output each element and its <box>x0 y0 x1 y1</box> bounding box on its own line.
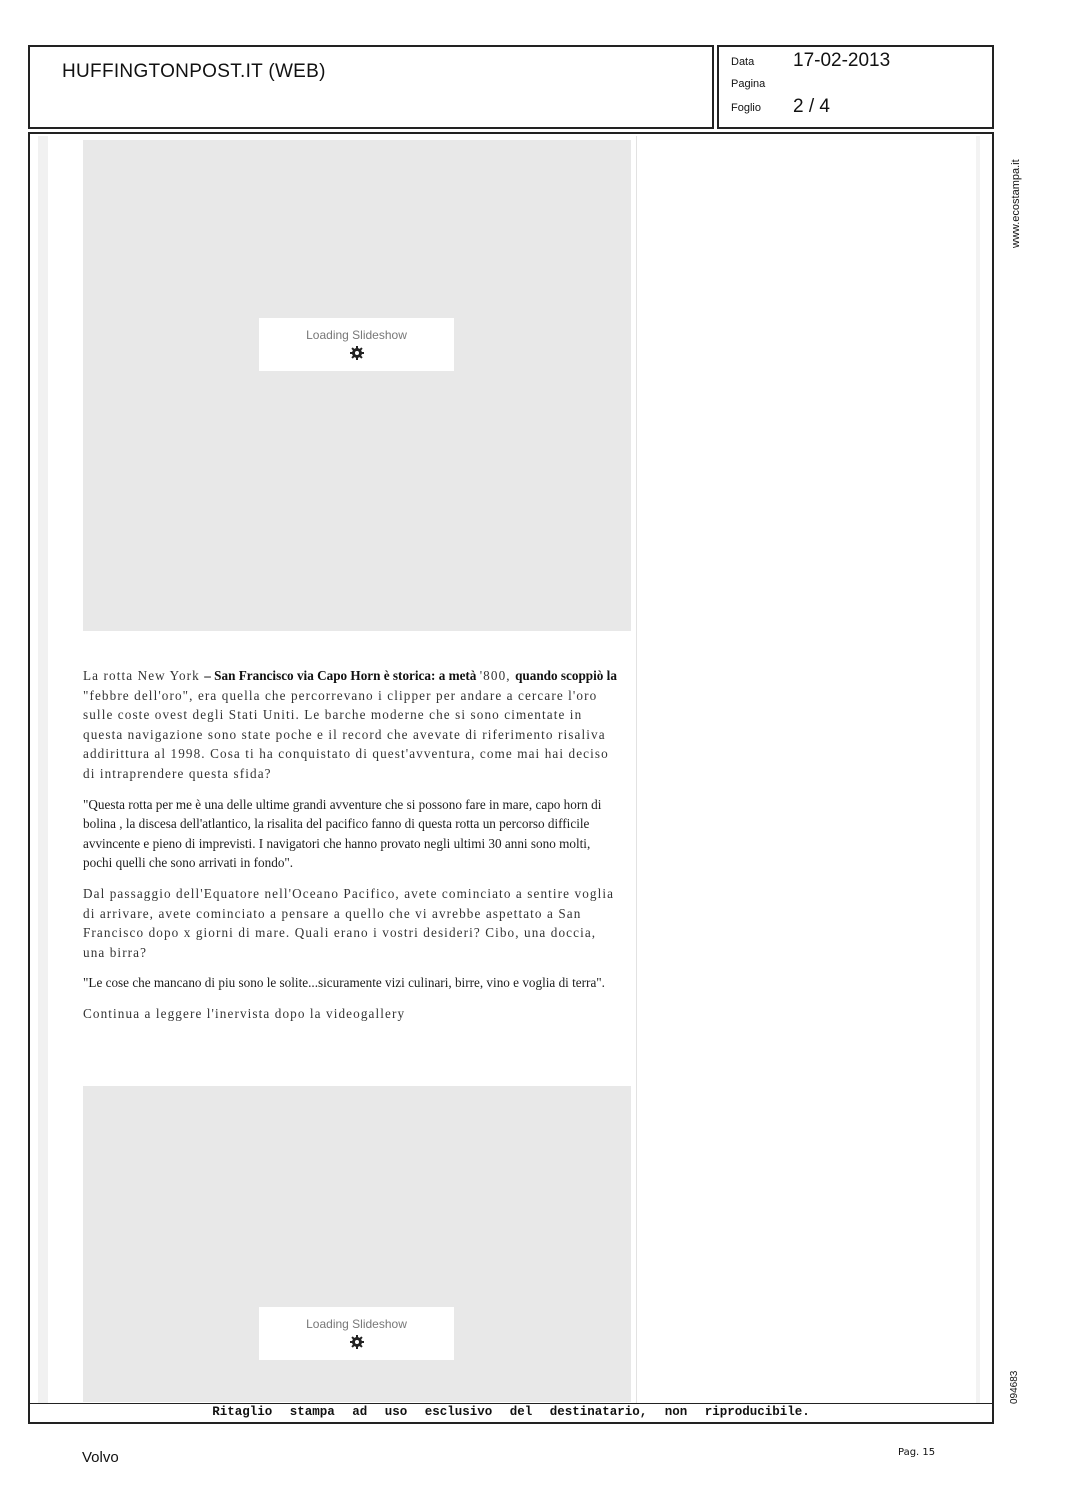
q1-text-b: '800, <box>479 668 516 683</box>
clipping-content <box>28 132 994 1424</box>
slideshow-2[interactable] <box>83 1086 631 1402</box>
gear-icon <box>350 1335 364 1349</box>
slideshow-loader <box>259 1307 454 1360</box>
foglio-value: 2 / 4 <box>793 96 830 117</box>
q1-text-c: "febbre dell'oro", era quella che percorrevano i clipper per andare a cercare l'oro sulle coste ovest degli Stati Uniti. Le barche moderne che si sono cimentate in questa navigazione sono state poche e il record che avevate di riferimento risaliva addirittura al 1998. Cosa ti ha conquistato di quest'avventura, come mai hai deciso di intraprendere questa sfida? <box>83 687 609 781</box>
loading-label: Loading Slideshow <box>306 1317 407 1331</box>
article-body <box>83 666 618 1024</box>
side-url: www.ecostampa.it <box>1010 159 1022 248</box>
left-gutter <box>38 136 48 1404</box>
reproduction-notice: Ritaglio stampa ad uso esclusivo del destinatario, non riproducibile. <box>30 1403 992 1422</box>
data-label: Data <box>731 56 755 68</box>
right-gutter <box>976 136 980 1404</box>
pagina-label: Pagina <box>731 78 766 90</box>
q1-text-a: La rotta New York <box>83 668 205 683</box>
page-number: Pag. 15 <box>898 1447 936 1458</box>
client-name: Volvo <box>82 1449 119 1466</box>
foglio-label: Foglio <box>731 102 761 114</box>
question-2: Dal passaggio dell'Equatore nell'Oceano Pacifico, avete cominciato a sentire voglia di arrivare, avete cominciato a pensare a quello che vi avrebbe aspettato a San Francisco dopo x giorni di mare. Quali erano i vostri desideri? Cibo, una doccia, una birra? <box>83 885 615 960</box>
column-divider <box>636 136 637 1404</box>
slideshow-1[interactable] <box>83 140 631 631</box>
q1-bold-b: quando scoppiò la <box>515 668 617 683</box>
slideshow-loader <box>259 318 454 371</box>
side-code: 094683 <box>1009 1370 1020 1404</box>
header-publication-box <box>28 45 714 129</box>
question-1 <box>83 666 618 784</box>
header-meta-box <box>717 45 994 129</box>
continue-reading: Continua a leggere l'inervista dopo la videogallery <box>83 1005 406 1021</box>
loading-label: Loading Slideshow <box>306 328 407 342</box>
q1-bold-a: – San Francisco via Capo Horn è storica: a metà <box>204 668 480 683</box>
answer-1: "Questa rotta per me è una delle ultime grandi avventure che si possono fare in mare, capo horn di bolina , la discesa dell'atlantico, la risalita del pacifico fanno di questa rotta un percorso difficile avvincente e pieno di imprevisti. I navigatori che hanno provato negli ultimi 30 anni sono molti, pochi quelli che sono arrivati in fondo". <box>83 796 602 871</box>
gear-icon <box>350 346 364 360</box>
answer-2: "Le cose che mancano di piu sono le solite...sicuramente vizi culinari, birre, vino e voglia di terra". <box>83 975 605 991</box>
publication-name: HUFFINGTONPOST.IT (WEB) <box>62 61 326 82</box>
data-value: 17-02-2013 <box>793 50 891 71</box>
